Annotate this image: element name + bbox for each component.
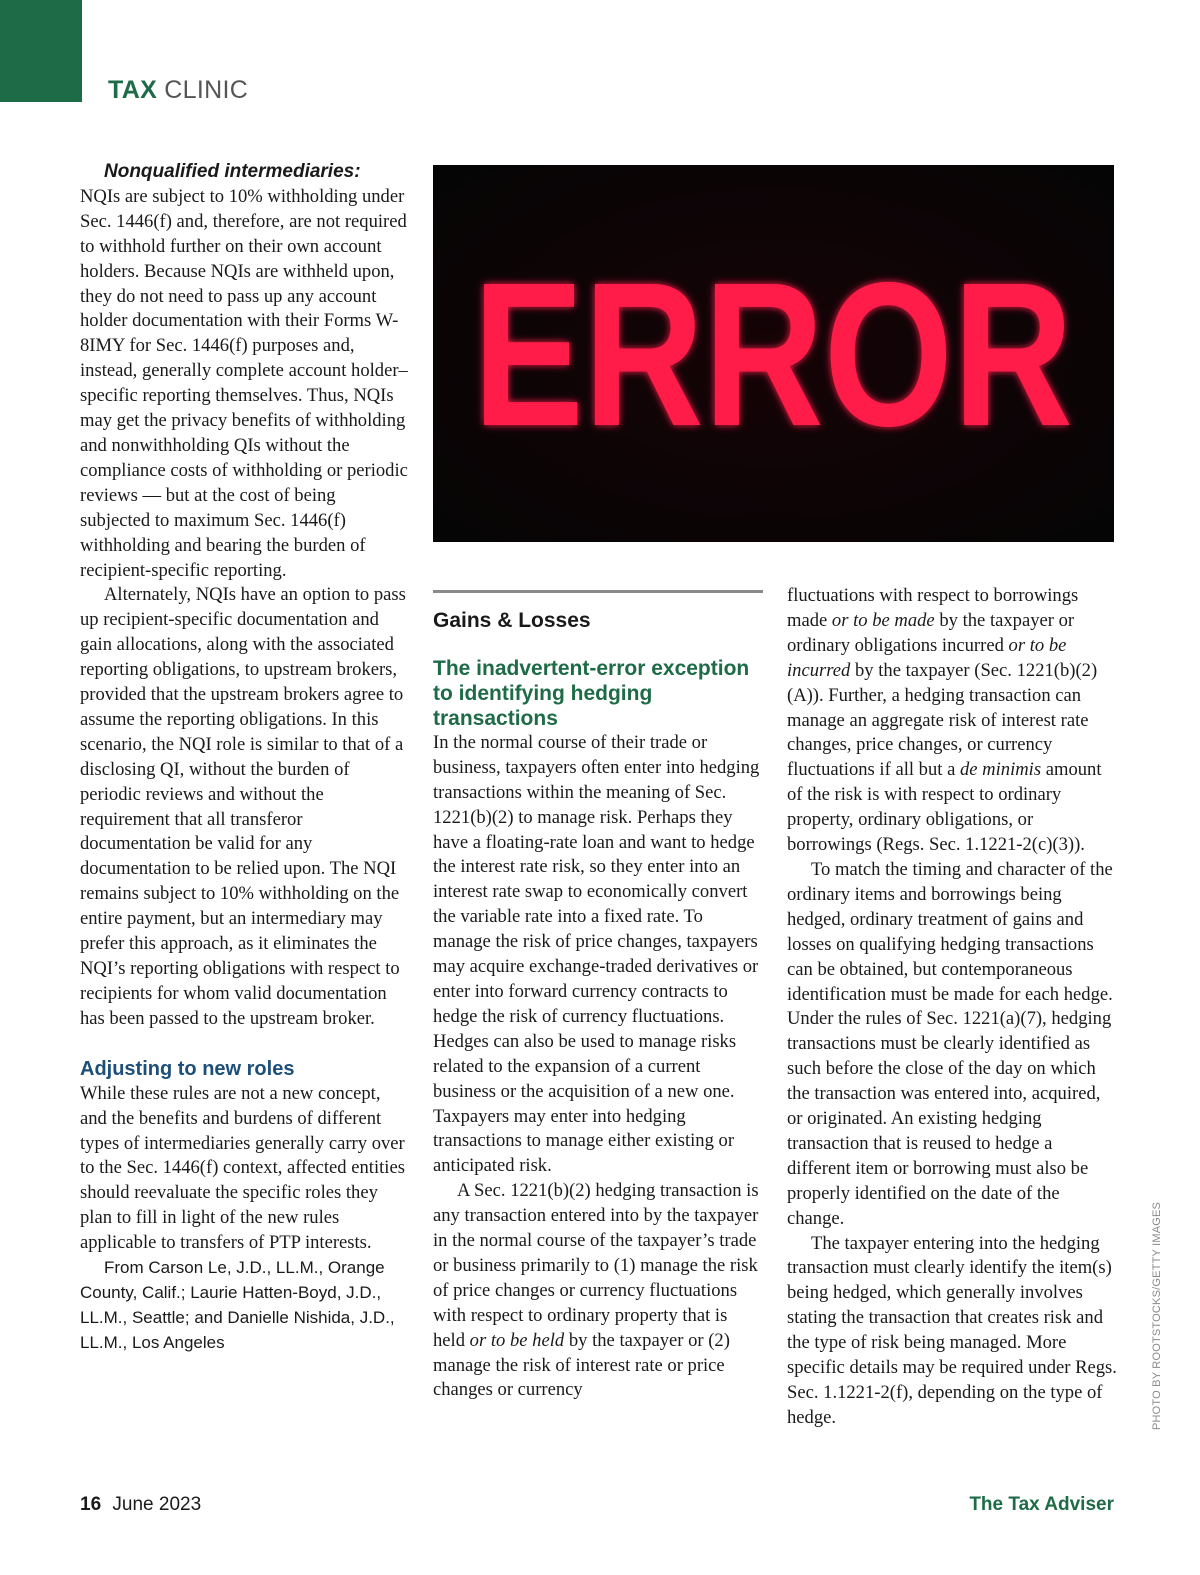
error-word: ERROR bbox=[473, 240, 1073, 469]
middle-paragraph-2-text-b: by the taxpayer or (2) manage the risk of interest rate or price changes or currency bbox=[433, 1329, 730, 1401]
left-paragraph-1: NQIs are subject to 10% withholding under Sec. 1446(f) and, therefore, are not required to withhold further on their own account holders. Because NQIs are withheld upon, they do not need to pass up any account holder documentation with their Forms W-8IMY for Sec. 1446(f) purposes and, instead, generally complete account holder–specific reporting themselves. Thus, NQIs may get the privacy benefits of withholding and nonwithholding QIs without the compliance costs of withholding or periodic reviews — but at the cost of being subjected to maximum Sec. 1446(f) withholding and bearing the burden of recipient-specific reporting. bbox=[80, 185, 408, 581]
department-rule bbox=[433, 590, 763, 593]
error-photo-graphic bbox=[433, 165, 1114, 542]
middle-paragraph-1: In the normal course of their trade or business, taxpayers often enter into hedging transactions within the meaning of Sec. 1221(b)(2) to manage risk. Perhaps they have a floating-rate loan and want to hedge the interest rate risk, so they enter into an interest rate swap to economically convert the variable rate into a fixed rate. To manage the risk of price changes, taxpayers may acquire exchange-traded derivatives or enter into forward currency contracts to hedge the risk of currency fluctuations. Hedges can also be used to manage risks related to the expansion of a current business or the acquisition of a new one. Taxpayers may enter into hedging transactions to manage either existing or anticipated risk. bbox=[433, 731, 760, 1177]
page-number: 16 bbox=[80, 1494, 102, 1515]
section-label bbox=[108, 76, 248, 105]
middle-paragraph-2-emphasis: or to be held bbox=[469, 1329, 565, 1351]
right-paragraph-1-emphasis-2: or to be incurred bbox=[787, 634, 1067, 681]
right-paragraph-3: The taxpayer entering into the hedging transaction must clearly identify the item(s) being hedged, which generally involves stating the transaction that creates risk and the type of risk being managed. More specific details may be required under Regs. Sec. 1.1221-2(f), depending on the type of hedge. bbox=[787, 1232, 1117, 1428]
left-paragraph-3: While these rules are not a new concept, and the benefits and burdens of different types of intermediaries generally carry over to the Sec. 1446(f) context, affected entities should reevaluate the specific roles they plan to fill in light of the new rules applicable to transfers of PTP interests. bbox=[80, 1082, 405, 1254]
right-paragraph-1-text-c: by the taxpayer (Sec. 1221(b)(2)(A)). Further, a hedging transaction can manage an aggregate risk of interest rate changes, price changes, or currency fluctuations if all but a bbox=[787, 659, 1098, 781]
middle-paragraph-2-text-a: A Sec. 1221(b)(2) hedging transaction is any transaction entered into by the taxpayer in the normal course of the taxpayer’s trade or business primarily to (1) manage the risk of price changes or currency fluctuations with respect to ordinary property that is held bbox=[433, 1180, 759, 1351]
section-label-light: CLINIC bbox=[164, 76, 249, 104]
right-paragraph-1-text-d: amount of the risk is with respect to ordinary property, ordinary obligations, or borrowings (Regs. Sec. 1.1221-2(c)(3)). bbox=[787, 759, 1102, 856]
author-byline: From Carson Le, J.D., LL.M., Orange County, Calif.; Laurie Hatten-Boyd, J.D., LL.M., Seattle; and Danielle Nishida, J.D., LL.M., Los Angeles bbox=[80, 1258, 395, 1352]
left-paragraph-2: Alternately, NQIs have an option to pass up recipient-specific documentation and gain allocations, along with the associated reporting obligations, to upstream brokers, provided that the upstream brokers agree to assume the reporting obligations. In this scenario, the NQI role is similar to that of a disclosing QI, without the burden of periodic reviews and without the requirement that all transferor documentation be valid for any documentation to be relied upon. The NQI remains subject to 10% withholding on the entire payment, but an intermediary may prefer this approach, as it eliminates the NQI’s reporting obligations with respect to recipients for whom valid documentation has been passed to the upstream broker. bbox=[80, 584, 406, 1029]
department-heading: Gains & Losses bbox=[433, 609, 591, 632]
right-paragraph-1 bbox=[787, 584, 1117, 858]
middle-column bbox=[433, 590, 763, 1403]
error-photo bbox=[433, 165, 1114, 542]
publication-name: The Tax Adviser bbox=[969, 1494, 1114, 1515]
issue-date: June 2023 bbox=[112, 1494, 202, 1515]
right-paragraph-1-emphasis-1: or to be made bbox=[831, 609, 935, 631]
footer-page-info bbox=[80, 1494, 201, 1516]
photo-credit: PHOTO BY ROOTSTOCKS/GETTY IMAGES bbox=[1151, 1201, 1163, 1430]
section-color-tab bbox=[0, 0, 82, 102]
middle-paragraph-2 bbox=[433, 1179, 763, 1403]
right-paragraph-1-text-a: fluctuations with respect to borrowings made bbox=[787, 585, 1079, 631]
right-paragraph-1-emphasis-3: de minimis bbox=[959, 759, 1042, 781]
lead-heading: Nonqualified intermediaries: bbox=[104, 161, 361, 182]
section-label-strong: TAX bbox=[108, 76, 158, 104]
right-paragraph-2: To match the timing and character of the ordinary items and borrowings being hedged, ordinary treatment of gains and losses on qualifying hedging transactions can be obtained, but contemporaneous identification must be made for each hedge. Under the rules of Sec. 1221(a)(7), hedging transactions must be clearly identified as such before the close of the day on which the transaction was entered into, acquired, or originated. An existing hedging transaction that is reused to hedge a different item or borrowing must also be properly identified on the date of the change. bbox=[787, 858, 1113, 1229]
subheading-adjusting: Adjusting to new roles bbox=[80, 1057, 295, 1080]
left-column bbox=[80, 160, 410, 1356]
right-column bbox=[787, 584, 1117, 1431]
article-title: The inadvertent-error exception to identifying hedging transactions bbox=[433, 656, 750, 730]
right-paragraph-1-text-b: by the taxpayer or ordinary obligations incurred bbox=[787, 609, 1075, 656]
